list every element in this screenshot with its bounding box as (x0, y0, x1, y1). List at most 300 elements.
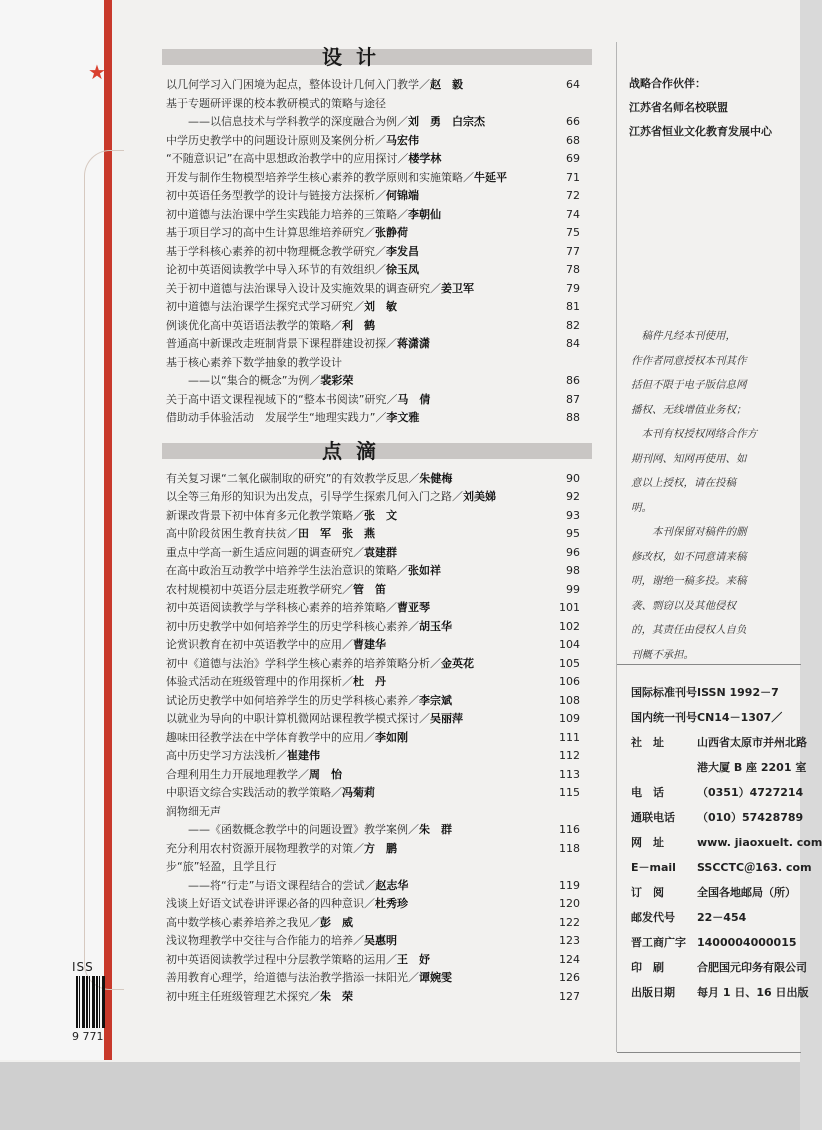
article-title: ——以“集合的概念”为例／ (166, 374, 321, 387)
info-value: CN14－1307／ (697, 711, 783, 724)
article-title: 关于高中语文课程视域下的“整本书阅读”研究／ (166, 392, 398, 406)
article-title: 高中数学核心素养培养之我见／ (166, 915, 320, 929)
article-author: 刘 勇 白宗杰 (408, 115, 485, 128)
article-title: 浅谈上好语文试卷讲评课必备的四种意识／ (166, 897, 375, 910)
toc-entry-title (166, 507, 556, 526)
toc-entry-title (166, 747, 556, 766)
info-value: 22－454 (697, 911, 747, 924)
article-author: 杜秀珍 (375, 897, 408, 910)
partner-item: 江苏省恒业文化教育发展中心 (629, 125, 772, 138)
page-number: 98 (566, 564, 580, 577)
article-author: 马 倩 (397, 392, 431, 406)
info-value: （0351）4727214 (697, 786, 804, 799)
copyright-line: 的，其责任由侵权人自负 (631, 624, 747, 636)
toc-entry-title (166, 224, 556, 243)
toc-entry-title (166, 766, 556, 785)
info-value: 山西省太原市并州北路 (697, 736, 807, 749)
toc-entry-title (166, 544, 556, 563)
toc-entry (162, 784, 592, 803)
toc-entry-title (166, 988, 556, 1007)
article-title: ——《函数概念教学中的问题设置》教学案例／ (166, 823, 419, 836)
page-number: 126 (559, 971, 580, 984)
toc-entry-title (166, 784, 556, 803)
article-author: 裴彩荣 (320, 374, 354, 387)
toc-entry-title (166, 877, 556, 896)
toc-entry (162, 969, 592, 988)
info-line (631, 805, 804, 830)
article-title: 以全等三角形的知识为出发点，引导学生探索几何入门之路／ (166, 490, 463, 503)
toc-entry-title (166, 951, 556, 970)
toc-entry (162, 507, 592, 526)
article-title: 农村规模初中英语分层走班教学研究／ (166, 582, 353, 596)
copyright-line: 袭、剽窃以及其他侵权 (631, 599, 736, 612)
article-author: 吴惠明 (364, 934, 397, 947)
page-number: 64 (566, 78, 580, 91)
article-title: 初中《道德与法治》学科学生核心素养的培养策略分析／ (166, 656, 441, 670)
info-line (631, 855, 812, 880)
info-line (631, 880, 801, 905)
page-number: 77 (566, 244, 580, 258)
partner-item: 江苏省名师名校联盟 (629, 101, 728, 114)
article-author: 王 妤 (397, 952, 430, 966)
toc-entry-title (166, 858, 556, 877)
partners-block (629, 72, 772, 144)
article-title: 有关复习课“二氧化碳制取的研究”的有效教学反思／ (166, 471, 420, 485)
page-number: 118 (559, 841, 580, 855)
toc-entry-title (166, 470, 556, 489)
toc-entry (162, 243, 592, 262)
toc-entry-title (166, 581, 556, 600)
article-title: 基于学科核心素养的初中物理概念教学研究／ (166, 244, 386, 258)
toc-entry (162, 636, 592, 655)
info-line (631, 830, 822, 855)
copyright-line: 本刊有权授权网络合作方 (631, 428, 757, 440)
toc-entry (162, 618, 592, 637)
page-number: 78 (566, 263, 580, 276)
info-value: SSCCTC＠163. com (697, 861, 812, 874)
info-line (631, 955, 807, 980)
article-author: 蒋潇潇 (397, 337, 430, 350)
copyright-line: 刊概不承担。 (631, 648, 694, 661)
toc-entry (162, 988, 592, 1007)
toc-entry (162, 710, 592, 729)
article-title: 善用教育心理学，给道德与法治教学揩添一抹阳光／ (166, 971, 419, 984)
toc-entry-title (166, 525, 556, 544)
toc-entry (162, 261, 592, 280)
article-title: 合理利用生力开展地理教学／ (166, 767, 309, 781)
page-number: 90 (566, 471, 580, 485)
article-title: 基于核心素养下数学抽象的教学设计 (166, 355, 342, 369)
info-line (631, 755, 807, 780)
article-title: 初中英语任务型教学的设计与链接方法探析／ (166, 189, 386, 202)
article-title: 初中历史教学中如何培养学生的历史学科核心素养／ (166, 619, 419, 633)
page-number: 95 (566, 527, 580, 540)
article-author: 李宗斌 (419, 693, 452, 707)
page-number: 113 (559, 767, 580, 781)
article-title: 浅议物理教学中交往与合作能力的培养／ (166, 934, 364, 947)
info-line (631, 705, 801, 730)
info-value: 1400004000015 (697, 936, 797, 949)
page-number: 109 (559, 712, 580, 725)
article-author: 刘美娣 (463, 490, 496, 503)
decorative-arc (84, 150, 124, 990)
page-number: 111 (559, 730, 580, 744)
article-author: 朱健梅 (419, 471, 453, 485)
info-label: 国内统一刊号 (631, 711, 697, 724)
article-title: 借助动手体验活动 发展学生“地理实践力”／ (166, 411, 387, 424)
page-number: 69 (566, 152, 580, 165)
publication-sidebar (616, 42, 822, 1052)
page-number: 106 (559, 675, 580, 688)
article-author: 方 鹏 (364, 841, 397, 855)
issn-label: ISS (72, 960, 94, 974)
toc-entry-title (166, 636, 556, 655)
page-number: 82 (566, 318, 580, 332)
toc-entry (162, 766, 592, 785)
article-title: 润物细无声 (166, 804, 221, 818)
page-number: 79 (566, 281, 580, 295)
toc-entry (162, 729, 592, 748)
toc-entry (162, 298, 592, 317)
toc-entry (162, 206, 592, 225)
page-number: 127 (559, 989, 580, 1003)
page-number: 84 (566, 337, 580, 350)
toc-entry-title (166, 298, 556, 317)
toc-entry-title (166, 618, 556, 637)
section-title: 点滴 (322, 438, 390, 463)
article-author: 刘 敏 (364, 300, 397, 313)
page-number: 115 (559, 786, 580, 799)
page-number: 71 (566, 170, 580, 184)
article-author: 杜 丹 (353, 675, 386, 688)
page-number: 105 (559, 656, 580, 670)
toc-entry (162, 280, 592, 299)
toc-entry-title (166, 803, 556, 822)
toc-entry (162, 169, 592, 188)
article-title: 以几何学习入门困境为起点，整体设计几何入门教学／ (166, 78, 430, 91)
toc-entry (162, 932, 592, 951)
copyright-line: 明。 (631, 501, 652, 514)
toc-entry (162, 113, 592, 132)
article-author: 李如刚 (375, 730, 408, 744)
copyright-line: 稿件凡经本刊使用， (631, 330, 736, 342)
partners-label: 战略合作伙伴： (629, 77, 706, 90)
article-title: 初中班主任班级管理艺术探究／ (166, 989, 320, 1003)
page-number: 99 (566, 582, 580, 596)
toc-entry (162, 914, 592, 933)
article-author: 张静荷 (375, 226, 408, 239)
info-line (631, 930, 801, 955)
toc-entry (162, 372, 592, 391)
page-number: 66 (566, 115, 580, 128)
toc-entry (162, 470, 592, 489)
toc-entry (162, 673, 592, 692)
toc-entry-title (166, 317, 556, 336)
toc-entry (162, 95, 592, 114)
page-number: 81 (566, 300, 580, 313)
toc-entry-title (166, 113, 556, 132)
article-author: 李文雅 (386, 411, 420, 424)
info-value: （010）57428789 (697, 811, 804, 824)
toc-entry (162, 224, 592, 243)
divider (617, 664, 801, 665)
info-line (631, 730, 807, 755)
toc-entry (162, 821, 592, 840)
toc-entry-title (166, 76, 556, 95)
divider (617, 1052, 801, 1053)
article-author: 胡玉华 (419, 619, 452, 633)
article-title: 中学历史教学中的问题设计原则及案例分析／ (166, 133, 386, 147)
article-title: 试论历史教学中如何培养学生的历史学科核心素养／ (166, 693, 419, 707)
article-title: 开发与制作生物模型培养学生核心素养的教学原则和实施策略／ (166, 170, 474, 184)
section-title: 设计 (322, 45, 390, 69)
info-line (631, 980, 809, 1005)
toc-entry-title (166, 372, 556, 391)
article-author: 管 笛 (353, 582, 386, 596)
page-number: 75 (566, 226, 580, 239)
article-title: 在高中政治互动教学中培养学生法治意识的策略／ (166, 564, 408, 577)
toc-entry-title (166, 150, 556, 169)
article-title: 论初中英语阅读教学中导入环节的有效组织／ (166, 263, 386, 276)
article-author: 徐玉凤 (386, 263, 419, 276)
article-title: ——将“行走”与语文课程结合的尝试／ (166, 878, 376, 892)
article-title: 新课改背景下初中体育多元化教学策略／ (166, 508, 364, 522)
info-label: 社 址 (631, 736, 664, 749)
info-value: 港大厦 B 座 2201 室 (697, 761, 807, 774)
page-number: 87 (566, 392, 580, 406)
toc-entry-title (166, 655, 556, 674)
toc-entry (162, 76, 592, 95)
copyright-notice (631, 324, 801, 667)
article-author: 彭 威 (320, 915, 353, 929)
article-title: 趣味田径教学法在中学体育教学中的应用／ (166, 730, 375, 744)
toc-entry (162, 655, 592, 674)
info-value: 全国各地邮局（所） (697, 886, 796, 899)
copyright-line: 修改权，如不同意请来稿 (631, 550, 747, 563)
article-author: 袁建群 (364, 545, 397, 559)
page-number: 108 (559, 693, 580, 707)
scan-shadow (0, 1062, 800, 1130)
info-label: 国际标准刊号 (631, 686, 697, 699)
page-number: 122 (559, 915, 580, 929)
article-title: 普通高中新课改走班制背景下课程群建设初探／ (166, 337, 397, 350)
page-number: 102 (559, 619, 580, 633)
toc-entry (162, 354, 592, 373)
toc-entry (162, 562, 592, 581)
article-author: 姜卫军 (441, 281, 474, 295)
toc-entry (162, 525, 592, 544)
toc-entry-title (166, 261, 556, 280)
article-author: 张如祥 (408, 564, 441, 577)
info-label: 通联电话 (631, 811, 675, 824)
toc-entry (162, 187, 592, 206)
article-author: 曹建华 (353, 638, 386, 651)
star-icon: ★ (88, 60, 106, 84)
article-author: 楼学林 (408, 152, 442, 165)
page-number: 68 (566, 133, 580, 147)
article-title: 充分利用农村资源开展物理教学的对策／ (166, 841, 364, 855)
page-number: 101 (559, 601, 580, 614)
article-author: 朱 群 (419, 823, 452, 836)
page-number: 120 (559, 897, 580, 910)
article-title: ——以信息技术与学科教学的深度融合为例／ (166, 115, 408, 128)
toc-entry (162, 877, 592, 896)
article-title: 初中道德与法治课学生探究式学习研究／ (166, 300, 364, 313)
page-number: 86 (566, 374, 580, 387)
article-author: 吴丽萍 (430, 712, 463, 725)
article-title: 关于初中道德与法治课导入设计及实施效果的调查研究／ (166, 281, 441, 295)
article-author: 周 怡 (309, 767, 342, 781)
article-author: 马宏伟 (386, 133, 419, 147)
article-title: 基于专题研评课的校本教研模式的策略与途径 (166, 96, 386, 110)
toc-entry-title (166, 354, 556, 373)
page-number: 112 (559, 749, 580, 762)
article-title: “不随意识记”在高中思想政治教学中的应用探讨／ (166, 152, 409, 165)
section-heading (162, 42, 592, 72)
toc-entry (162, 951, 592, 970)
copyright-line: 播权、无线增值业务权； (631, 403, 747, 416)
toc-entry-title (166, 969, 556, 988)
info-line (631, 680, 801, 705)
toc-entry-title (166, 840, 556, 859)
toc-entry (162, 409, 592, 428)
toc-entry-title (166, 206, 556, 225)
toc-entry-title (166, 335, 556, 354)
article-title: 重点中学高一新生适应问题的调查研究／ (166, 545, 364, 559)
info-label: 邮发代号 (631, 911, 675, 924)
page-number: 92 (566, 490, 580, 503)
info-label: 电 话 (631, 786, 664, 799)
toc-entry (162, 317, 592, 336)
article-author: 谭婉雯 (419, 971, 452, 984)
barcode-number: 9 771 (72, 1030, 104, 1043)
article-author: 田 军 张 燕 (298, 527, 375, 540)
toc-entry (162, 391, 592, 410)
toc-entry (162, 895, 592, 914)
article-author: 曹亚琴 (397, 601, 430, 614)
copyright-line: 括但不限于电子版信息网 (631, 379, 747, 391)
copyright-line: 期刊网、知网再使用、如 (631, 452, 747, 465)
page-number: 104 (559, 638, 580, 651)
article-author: 牛延平 (474, 170, 507, 184)
article-author: 何锦端 (386, 189, 419, 202)
toc-entry (162, 581, 592, 600)
toc-entry (162, 599, 592, 618)
toc-entry (162, 803, 592, 822)
copyright-line: 作作者同意授权本刊其作 (631, 354, 747, 367)
article-title: 以就业为导向的中职计算机微网站课程教学模式探讨／ (166, 712, 430, 725)
page-number: 116 (559, 823, 580, 836)
section-heading (162, 436, 592, 466)
article-author: 崔建伟 (287, 749, 320, 762)
article-author: 赵 毅 (430, 78, 463, 91)
article-author: 利 鹤 (342, 318, 375, 332)
page-number: 72 (566, 189, 580, 202)
page-number: 123 (559, 934, 580, 947)
toc-entry-title (166, 673, 556, 692)
toc-entry (162, 150, 592, 169)
info-value: www. jiaoxuelt. com (697, 836, 822, 849)
copyright-line: 意以上授权，请在投稿 (631, 477, 736, 489)
article-title: 初中英语阅读教学过程中分层教学策略的运用／ (166, 952, 397, 966)
toc-entry (162, 858, 592, 877)
article-author: 李朝仙 (408, 207, 441, 221)
toc-entry (162, 544, 592, 563)
toc-entry-title (166, 710, 556, 729)
toc-entry-title (166, 409, 556, 428)
toc-entry-title (166, 821, 556, 840)
article-author: 李发昌 (386, 244, 419, 258)
toc-entry (162, 488, 592, 507)
toc-entry-title (166, 243, 556, 262)
article-author: 朱 荣 (320, 989, 353, 1003)
page-number: 93 (566, 508, 580, 522)
info-label: 出版日期 (631, 986, 675, 999)
toc-entry-title (166, 932, 556, 951)
toc-entry-title (166, 914, 556, 933)
info-label: 印 刷 (631, 961, 664, 974)
barcode-icon (76, 976, 106, 1028)
info-line (631, 780, 804, 805)
table-of-contents (162, 42, 592, 1006)
toc-entry-title (166, 692, 556, 711)
toc-entry-title (166, 132, 556, 151)
info-label: 订 阅 (631, 886, 664, 899)
article-title: 步“旅”轻盈，且学且行 (166, 860, 277, 873)
info-label: E－mail (631, 861, 676, 874)
publication-info (631, 680, 822, 1005)
article-author: 张 文 (364, 508, 397, 522)
page-number: 119 (559, 878, 580, 892)
article-title: 中职语文综合实践活动的教学策略／ (166, 786, 342, 799)
article-title: 体验式活动在班级管理中的作用探析／ (166, 675, 353, 688)
article-author: 金英花 (441, 656, 474, 670)
toc-entry-title (166, 599, 556, 618)
article-title: 高中阶段贫困生教育扶贫／ (166, 527, 298, 540)
toc-entry-title (166, 729, 556, 748)
info-label: 网 址 (631, 836, 664, 849)
info-value: 每月 1 日、16 日出版 (697, 986, 809, 999)
toc-entry (162, 840, 592, 859)
article-title: 初中英语阅读教学与学科核心素养的培养策略／ (166, 601, 397, 614)
toc-entry-title (166, 895, 556, 914)
toc-entry (162, 132, 592, 151)
toc-entry-title (166, 488, 556, 507)
article-title: 例谈优化高中英语语法教学的策略／ (166, 318, 342, 332)
info-value: ISSN 1992－7 (697, 686, 779, 699)
info-label: 晋工商广字 (631, 936, 686, 949)
toc-entry-title (166, 280, 556, 299)
toc-entry-title (166, 95, 556, 114)
article-title: 高中历史学习方法浅析／ (166, 749, 287, 762)
toc-entry-title (166, 391, 556, 410)
toc-entry-title (166, 562, 556, 581)
page-number: 124 (559, 952, 580, 966)
copyright-line: 本刊保留对稿件的删 (631, 526, 747, 538)
article-title: 论赏识教育在初中英语教学中的应用／ (166, 638, 353, 651)
info-line (631, 905, 801, 930)
info-value: 合肥国元印务有限公司 (697, 961, 807, 974)
page-number: 74 (566, 207, 580, 221)
toc-entry-title (166, 169, 556, 188)
copyright-line: 明，谢绝一稿多投。来稿 (631, 575, 747, 587)
toc-entry (162, 692, 592, 711)
toc-entry (162, 335, 592, 354)
toc-entry (162, 747, 592, 766)
toc-entry-title (166, 187, 556, 206)
article-author: 冯菊莉 (342, 786, 375, 799)
page-number: 88 (566, 411, 580, 424)
